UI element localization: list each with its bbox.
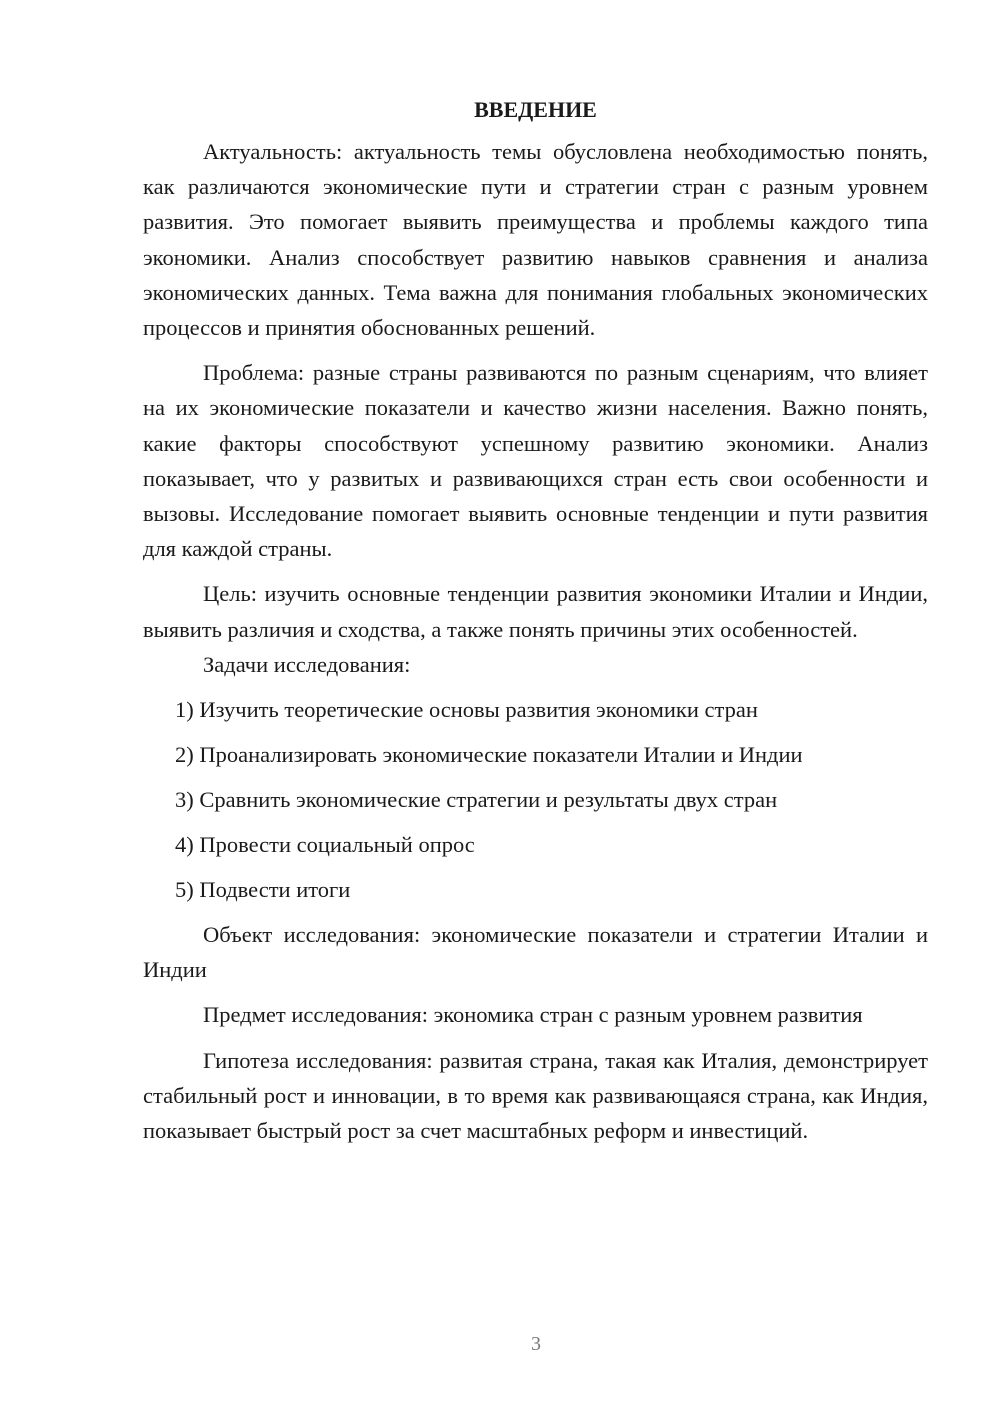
- list-item: 5) Подвести итоги: [175, 877, 351, 903]
- task-list: [143, 692, 928, 907]
- paragraph-problem: Проблема: разные страны развиваются по разным сценариям, что влияет на их экономические показатели и качество жизни населения. Важно понять, какие факторы способствуют успешному развитию экономики. Анализ показывает, что у развитых и развивающихся стран есть свои особенности и вызовы. Исследование помогает выявить основные тенденции и пути развития для каждой страны.: [143, 360, 928, 562]
- paragraph-object: Объект исследования: экономические показатели и стратегии Италии и Индии: [143, 922, 928, 983]
- paragraph-subject: Предмет исследования: экономика стран с разным уровнем развития: [203, 1002, 863, 1028]
- list-item: 2) Проанализировать экономические показатели Италии и Индии: [175, 742, 803, 768]
- paragraph-hypothesis: Гипотеза исследования: развитая страна, такая как Италия, демонстрирует стабильный рост и инновации, в то время как развивающаяся страна, как Индия, показывает быстрый рост за счет масштабных реформ и инвестиций.: [143, 1047, 928, 1144]
- list-item: 1) Изучить теоретические основы развития экономики стран: [175, 697, 758, 723]
- paragraph-relevance: Актуальность: актуальность темы обусловлена необходимостью понять, как различаются экономические пути и стратегии стран с разным уровнем развития. Это помогает выявить преимущества и проблемы каждого типа экономики. Анализ способствует развитию навыков сравнения и анализа экономических данных. Тема важна для понимания глобальных экономических процессов и принятия обоснованных решений.: [143, 139, 928, 341]
- tasks-title: Задачи исследования:: [203, 651, 411, 677]
- paragraph-goal: Цель: изучить основные тенденции развития экономики Италии и Индии, выявить различия и сходства, а также понять причины этих особенностей.: [143, 581, 928, 642]
- page-title: ВВЕДЕНИЕ: [474, 97, 597, 122]
- page-number: 3: [531, 1333, 541, 1355]
- page-content: [143, 92, 928, 1148]
- list-item: 3) Сравнить экономические стратегии и результаты двух стран: [175, 787, 778, 813]
- list-item: 4) Провести социальный опрос: [175, 832, 475, 858]
